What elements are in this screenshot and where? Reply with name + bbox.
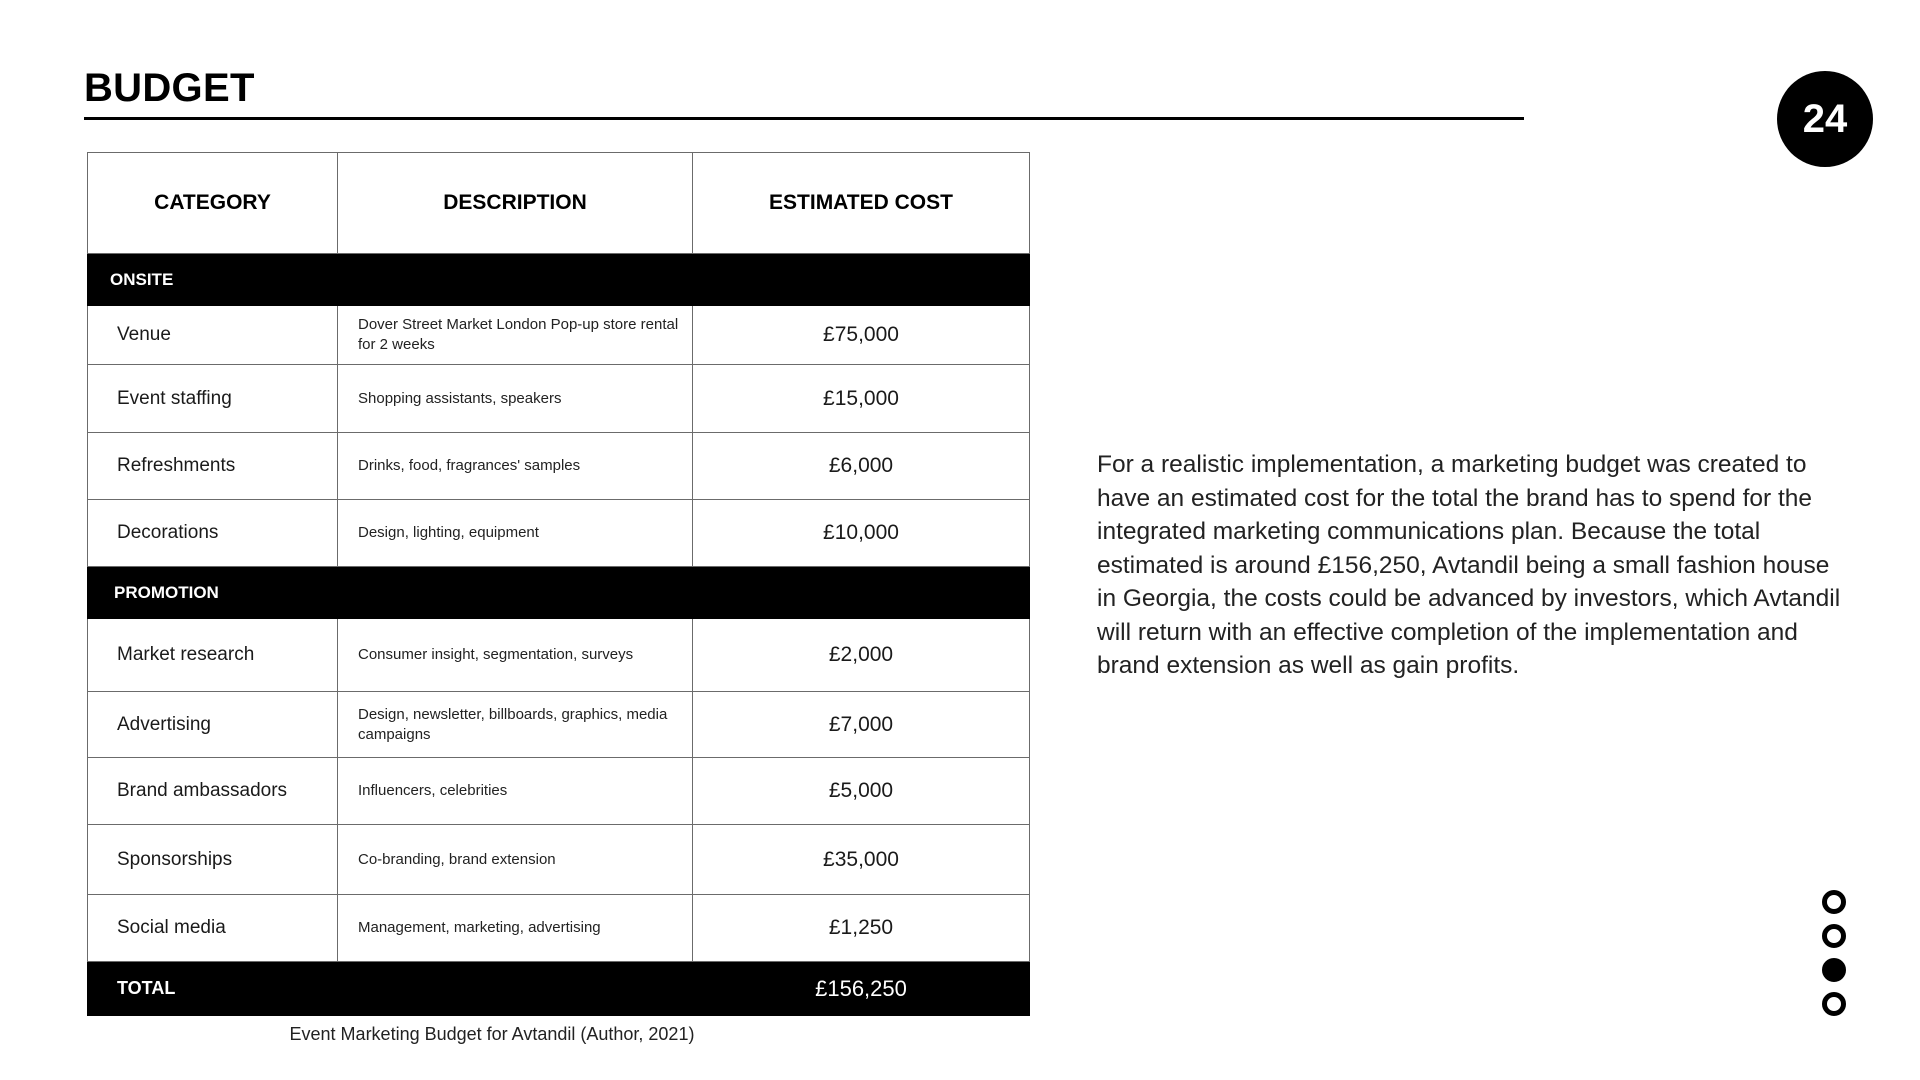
cost-cell: £35,000	[693, 825, 1030, 895]
category-cell: Refreshments	[88, 433, 338, 500]
cost-cell: £15,000	[693, 365, 1030, 433]
header-category: CATEGORY	[88, 153, 338, 254]
table-caption: Event Marketing Budget for Avtandil (Author, 2021)	[289, 1024, 695, 1044]
pagination-dot[interactable]	[1822, 992, 1846, 1016]
table-row	[88, 825, 1030, 895]
table-row	[88, 306, 1030, 365]
cost-cell: £1,250	[693, 895, 1030, 962]
header-description: DESCRIPTION	[338, 153, 693, 254]
category-cell: Venue	[88, 306, 338, 365]
header-estimated-cost: ESTIMATED COST	[693, 153, 1030, 254]
total-label: TOTAL	[88, 962, 693, 1016]
total-value: £156,250	[693, 962, 1030, 1016]
description-cell: Design, newsletter, billboards, graphics, media campaigns	[338, 692, 693, 758]
category-cell: Event staffing	[88, 365, 338, 433]
table-row	[88, 500, 1030, 567]
category-cell: Decorations	[88, 500, 338, 567]
description-cell: Drinks, food, fragrances' samples	[338, 433, 693, 500]
table-row	[88, 619, 1030, 692]
page-number-badge: 24	[1777, 71, 1873, 167]
table-row	[88, 758, 1030, 825]
section-label: ONSITE	[88, 254, 1030, 306]
table-row	[88, 365, 1030, 433]
cost-cell: £5,000	[693, 758, 1030, 825]
description-cell: Consumer insight, segmentation, surveys	[338, 619, 693, 692]
description-cell: Co-branding, brand extension	[338, 825, 693, 895]
section-row-onsite	[88, 254, 1030, 306]
description-cell: Influencers, celebrities	[338, 758, 693, 825]
section-label: PROMOTION	[88, 567, 1030, 619]
table-row	[88, 692, 1030, 758]
category-cell: Market research	[88, 619, 338, 692]
title-underline	[84, 117, 1524, 120]
category-cell: Advertising	[88, 692, 338, 758]
section-row-promotion	[88, 567, 1030, 619]
page-title: BUDGET	[84, 66, 255, 110]
total-row	[88, 962, 1030, 1016]
pagination-dot[interactable]	[1822, 890, 1846, 914]
category-cell: Sponsorships	[88, 825, 338, 895]
body-paragraph: For a realistic implementation, a marketing budget was created to have an estimated cost for the total the brand has to spend for the integrated marketing communications plan. Because the total estimated is around £156,250, Avtandil being a small fashion house in Georgia, the costs could be advanced by investors, which Avtandil will return with an effective completion of the implementation and brand extension as well as gain profits.	[1097, 451, 1841, 679]
pagination-dot-active[interactable]	[1822, 958, 1846, 982]
cost-cell: £75,000	[693, 306, 1030, 365]
description-cell: Design, lighting, equipment	[338, 500, 693, 567]
pagination-dot[interactable]	[1822, 924, 1846, 948]
cost-cell: £2,000	[693, 619, 1030, 692]
table-row	[88, 895, 1030, 962]
cost-cell: £7,000	[693, 692, 1030, 758]
table-header-row	[88, 153, 1030, 254]
table-row	[88, 433, 1030, 500]
category-cell: Brand ambassadors	[88, 758, 338, 825]
description-cell: Dover Street Market London Pop-up store rental for 2 weeks	[338, 306, 693, 365]
budget-table	[87, 152, 1030, 1016]
pagination-dots	[1822, 890, 1846, 1026]
cost-cell: £10,000	[693, 500, 1030, 567]
cost-cell: £6,000	[693, 433, 1030, 500]
category-cell: Social media	[88, 895, 338, 962]
description-cell: Shopping assistants, speakers	[338, 365, 693, 433]
description-cell: Management, marketing, advertising	[338, 895, 693, 962]
